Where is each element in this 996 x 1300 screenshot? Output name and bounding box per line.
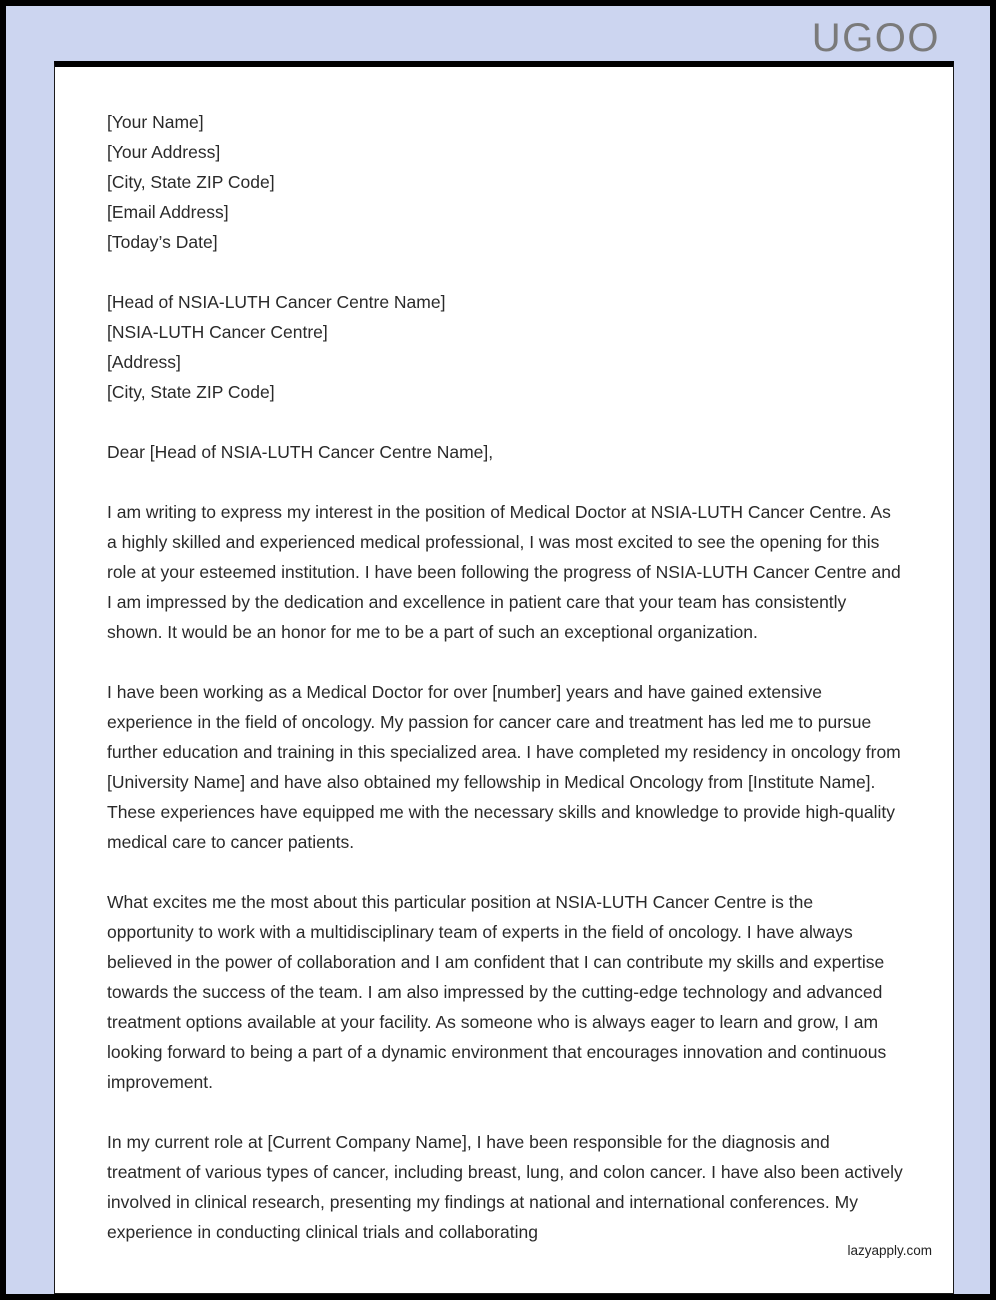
- recipient-org-line: [NSIA-LUTH Cancer Centre]: [107, 322, 328, 342]
- watermark: lazyapply.com: [847, 1243, 932, 1258]
- recipient-city-line: [City, State ZIP Code]: [107, 382, 275, 402]
- paragraph-intro: I am writing to express my interest in the position of Medical Doctor at NSIA-LUTH Cancer Centre. As a highly skilled and experienced medical professional, I was most excited to see the opening for this role at your esteemed institution. I have been following the progress of NSIA-LUTH Cancer Centre and I am impressed by the dedication and excellence in patient care that your team has consistently shown. It would be an honor for me to be a part of such an exceptional organization.: [107, 502, 901, 642]
- sender-email-line: [Email Address]: [107, 202, 229, 222]
- sender-city-line: [City, State ZIP Code]: [107, 172, 275, 192]
- sender-name-line: [Your Name]: [107, 112, 204, 132]
- recipient-block: [107, 287, 903, 407]
- salutation: Dear [Head of NSIA-LUTH Cancer Centre Name],: [107, 442, 494, 462]
- paragraph-experience: I have been working as a Medical Doctor for over [number] years and have gained extensive experience in the field of oncology. My passion for cancer care and treatment has led me to pursue further education and training in this specialized area. I have completed my residency in oncology from [University Name] and have also obtained my fellowship in Medical Oncology from [Institute Name]. These experiences have equipped me with the necessary skills and knowledge to provide high-quality medical care to cancer patients.: [107, 682, 901, 852]
- paragraph-current-role: In my current role at [Current Company Name], I have been responsible for the diagnosis and treatment of various types of cancer, including breast, lung, and colon cancer. I have also been actively involved in clinical research, presenting my findings at national and international conferences. My experience in conducting clinical trials and collaborating: [107, 1132, 903, 1242]
- paragraph-motivation: What excites me the most about this particular position at NSIA-LUTH Cancer Centre is the opportunity to work with a multidisciplinary team of experts in the field of oncology. I have always believed in the power of collaboration and I am confident that I can contribute my skills and expertise towards the success of the team. I am also impressed by the cutting-edge technology and advanced treatment options available at your facility. As someone who is always eager to learn and grow, I am looking forward to being a part of a dynamic environment that encourages innovation and continuous improvement.: [107, 892, 887, 1092]
- recipient-address-line: [Address]: [107, 352, 181, 372]
- sender-block: [107, 107, 903, 257]
- sender-date-line: [Today’s Date]: [107, 232, 218, 252]
- recipient-name-line: [Head of NSIA-LUTH Cancer Centre Name]: [107, 292, 446, 312]
- sender-address-line: [Your Address]: [107, 142, 221, 162]
- letter-sheet: [54, 61, 954, 1294]
- brand-logo: UGOO: [811, 16, 940, 60]
- letter-body: [55, 67, 953, 1247]
